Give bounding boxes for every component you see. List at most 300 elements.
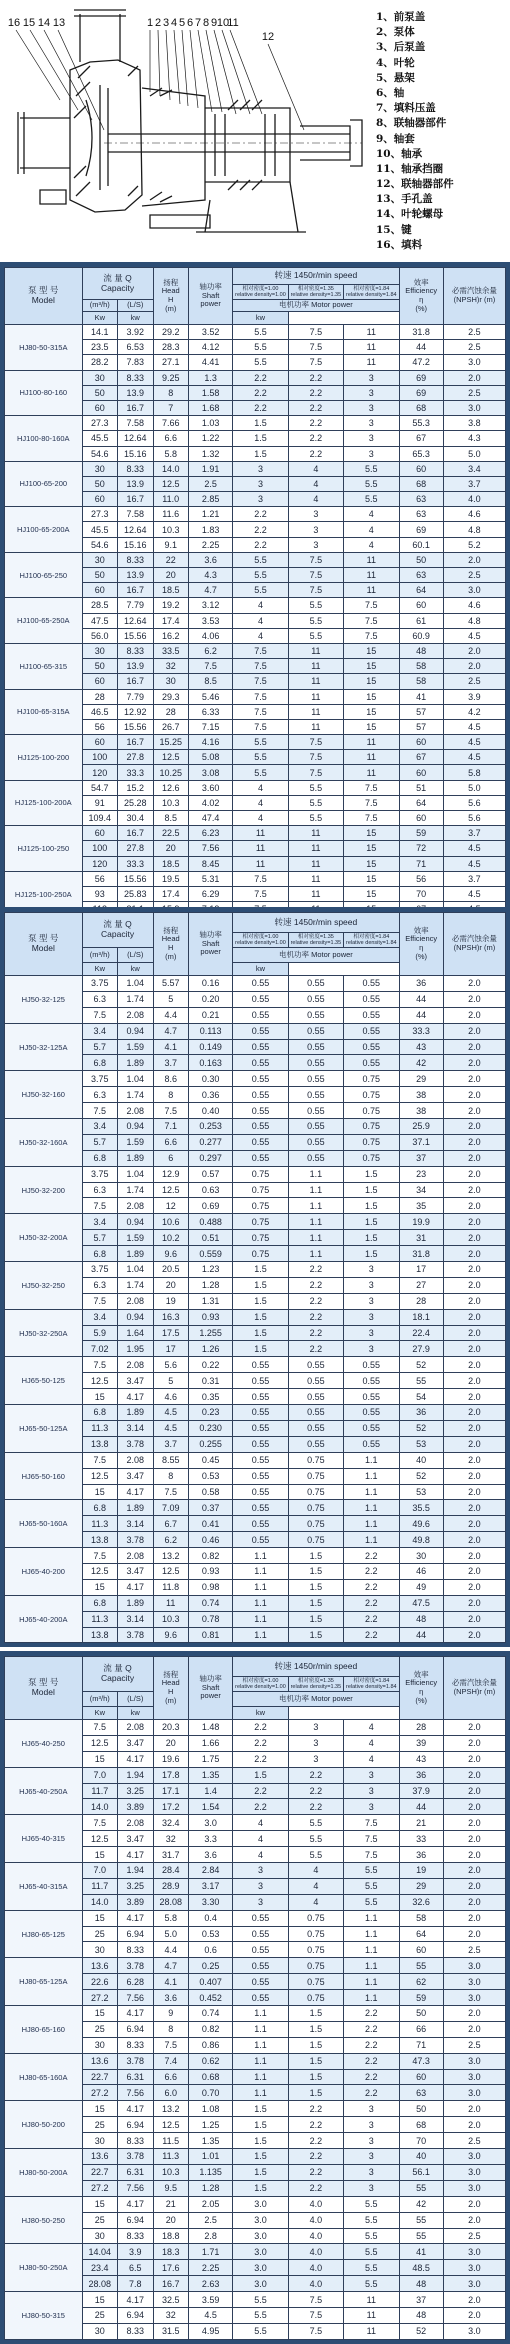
npsh-cell: 3.0 — [443, 2053, 505, 2069]
npsh-cell: 4.5 — [443, 841, 505, 856]
motor-power-184-cell: 0.75 — [344, 1150, 399, 1166]
head-cell: 7 — [153, 400, 188, 415]
npsh-cell: 3.8 — [443, 416, 505, 431]
efficiency-cell: 31.8 — [399, 325, 443, 340]
unit-label: kw — [255, 312, 266, 322]
npsh-cell: 4.8 — [443, 522, 505, 537]
head-cell: 10.3 — [153, 2164, 188, 2180]
motor-power-100-cell: 7.5 — [233, 704, 288, 719]
kw-a-header — [82, 963, 117, 976]
npsh-cell: 2.0 — [443, 991, 505, 1007]
density-c-header — [344, 1677, 399, 1692]
motor-power-184-cell: 2.2 — [344, 1611, 399, 1627]
head-cell: 28 — [153, 704, 188, 719]
motor-power-100-cell: 1.5 — [233, 2149, 288, 2165]
shaft-power-header-label: Shaft — [201, 290, 220, 300]
capacity-ls-cell: 8.33 — [118, 370, 153, 385]
motor-power-100-cell: 11 — [233, 841, 288, 856]
motor-power-100-cell: 5.5 — [233, 340, 288, 355]
head-cell: 28.3 — [153, 340, 188, 355]
efficiency-cell: 64 — [399, 1926, 443, 1942]
motor-power-184-cell: 3 — [344, 2133, 399, 2149]
motor-power-header — [233, 300, 399, 312]
head-cell: 6.6 — [153, 431, 188, 446]
capacity-m3h-cell: 6.8 — [82, 1055, 117, 1071]
npsh-cell: 2.0 — [443, 1198, 505, 1214]
npsh-cell: 2.0 — [443, 1548, 505, 1564]
model-cell: HJ65-40-250 — [5, 1720, 83, 1768]
npsh-header-label: (NPSH)r (m) — [453, 943, 496, 952]
npsh-cell: 2.0 — [443, 1389, 505, 1405]
shaft-power-cell: 0.559 — [188, 1246, 232, 1262]
motor-power-184-cell: 1.1 — [344, 1990, 399, 2006]
motor-power-100-cell: 1.1 — [233, 1579, 288, 1595]
motor-power-184-cell: 3 — [344, 1783, 399, 1799]
npsh-cell: 2.0 — [443, 1166, 505, 1182]
motor-power-100-cell: 1.5 — [233, 431, 288, 446]
motor-power-184-cell: 1.1 — [344, 1452, 399, 1468]
shaft-power-header-label: Shaft — [201, 938, 220, 948]
motor-power-184-cell: 0.55 — [344, 1007, 399, 1023]
speed-header — [233, 268, 399, 285]
head-cell: 3.6 — [153, 1990, 188, 2006]
motor-power-184-cell: 0.55 — [344, 1373, 399, 1389]
capacity-ls-cell: 2.08 — [118, 1815, 153, 1831]
motor-power-100-cell: 0.55 — [233, 1039, 288, 1055]
capacity-m3h-cell: 5.7 — [82, 1134, 117, 1150]
npsh-header-label: (NPSH)r (m) — [453, 295, 496, 304]
motor-power-100-cell: 5.5 — [233, 765, 288, 780]
motor-power-184-cell: 2.2 — [344, 2069, 399, 2085]
motor-power-100-cell: 7.5 — [233, 674, 288, 689]
capacity-ls-cell: 4.17 — [118, 2292, 153, 2308]
model-cell: HJ65-40-315A — [5, 1863, 83, 1911]
head-cell: 14.0 — [153, 461, 188, 476]
efficiency-header-label: Efficiency — [405, 934, 438, 944]
motor-power-135-cell: 1.5 — [288, 1627, 343, 1643]
shaft-power-cell: 0.70 — [188, 2085, 232, 2101]
head-cell: 32 — [153, 2307, 188, 2323]
motor-power-135-cell: 7.5 — [288, 735, 343, 750]
motor-power-135-cell: 0.55 — [288, 1150, 343, 1166]
capacity-m3h-cell: 11.7 — [82, 1783, 117, 1799]
table-row — [5, 780, 506, 795]
callout-left-13: 13 — [52, 17, 66, 29]
efficiency-header-label: η — [419, 295, 424, 304]
npsh-cell: 2.0 — [443, 1055, 505, 1071]
head-header-label: H — [168, 295, 174, 304]
npsh-cell: 2.0 — [443, 1452, 505, 1468]
npsh-cell: 2.0 — [443, 1484, 505, 1500]
npsh-cell: 2.0 — [443, 2196, 505, 2212]
efficiency-cell: 49 — [399, 1579, 443, 1595]
motor-power-100-cell: 0.55 — [233, 1484, 288, 1500]
unit-label: kw — [255, 963, 266, 973]
capacity-ls-cell: 30.4 — [118, 811, 153, 826]
capacity-m3h-cell: 3.75 — [82, 1262, 117, 1278]
motor-power-135-cell: 0.75 — [288, 1516, 343, 1532]
shaft-power-cell: 4.5 — [188, 2307, 232, 2323]
shaft-power-cell: 2.05 — [188, 2196, 232, 2212]
motor-power-184-cell: 4 — [344, 537, 399, 552]
unit-label: (m³/h) — [89, 949, 110, 959]
shaft-power-cell: 0.407 — [188, 1974, 232, 1990]
motor-power-135-cell: 11 — [288, 826, 343, 841]
head-cell: 5.8 — [153, 446, 188, 461]
capacity-ls-cell: 3.89 — [118, 1894, 153, 1910]
npsh-cell: 3.0 — [443, 1958, 505, 1974]
efficiency-cell: 33.3 — [399, 1023, 443, 1039]
kw-a-header — [82, 1707, 117, 1720]
motor-power-100-cell: 0.55 — [233, 1452, 288, 1468]
motor-power-135-cell: 4 — [288, 461, 343, 476]
motor-power-135-cell: 0.55 — [288, 1055, 343, 1071]
npsh-cell: 2.5 — [443, 385, 505, 400]
efficiency-cell: 58 — [399, 659, 443, 674]
capacity-m3h-cell: 7.5 — [82, 1357, 117, 1373]
capacity-m3h-cell: 50 — [82, 568, 117, 583]
capacity-ls-cell: 3.78 — [118, 1436, 153, 1452]
shaft-power-cell: 2.5 — [188, 476, 232, 491]
capacity-m3h-cell: 15 — [82, 2006, 117, 2022]
npsh-cell: 2.5 — [443, 340, 505, 355]
table-row — [5, 1548, 506, 1564]
head-cell: 18.8 — [153, 2228, 188, 2244]
table-row — [5, 1863, 506, 1879]
capacity-ls-cell: 2.08 — [118, 1007, 153, 1023]
npsh-cell: 2.0 — [443, 976, 505, 992]
capacity-ls-cell: 1.04 — [118, 1166, 153, 1182]
callout-top-8: 8 — [202, 17, 210, 29]
shaft-power-cell: 0.30 — [188, 1071, 232, 1087]
motor-power-184-cell: 3 — [344, 1293, 399, 1309]
motor-power-100-cell: 7.5 — [233, 643, 288, 658]
motor-power-135-cell: 3 — [288, 522, 343, 537]
motor-power-184-cell: 0.55 — [344, 1055, 399, 1071]
capacity-m3h-cell: 15 — [82, 1847, 117, 1863]
efficiency-cell: 23 — [399, 1166, 443, 1182]
motor-power-100-cell: 5.5 — [233, 355, 288, 370]
head-cell: 6.6 — [153, 2069, 188, 2085]
unit-label: Kw — [94, 1707, 106, 1717]
capacity-m3h-cell: 30 — [82, 461, 117, 476]
table-row — [5, 1958, 506, 1974]
table-row — [5, 826, 506, 841]
capacity-ls-cell: 1.59 — [118, 1230, 153, 1246]
callout-top-11: 11 — [227, 17, 239, 29]
npsh-cell: 2.5 — [443, 2133, 505, 2149]
shaft-power-cell: 0.21 — [188, 1007, 232, 1023]
npsh-header — [443, 268, 505, 325]
table-row — [5, 643, 506, 658]
motor-power-184-cell: 1.1 — [344, 1484, 399, 1500]
capacity-ls-cell: 1.74 — [118, 1087, 153, 1103]
motor-power-100-cell: 1.1 — [233, 1563, 288, 1579]
motor-power-135-cell: 1.5 — [288, 1563, 343, 1579]
shaft-power-cell: 0.35 — [188, 1389, 232, 1405]
npsh-cell: 2.0 — [443, 1357, 505, 1373]
capacity-ls-cell: 3.78 — [118, 2149, 153, 2165]
motor-power-100-cell: 4 — [233, 1847, 288, 1863]
capacity-ls-cell: 4.17 — [118, 1389, 153, 1405]
shaft-power-cell: 0.78 — [188, 1611, 232, 1627]
shaft-power-cell: 1.71 — [188, 2244, 232, 2260]
head-cell: 10.3 — [153, 795, 188, 810]
shaft-power-cell: 3.12 — [188, 598, 232, 613]
motor-power-135-cell: 11 — [288, 689, 343, 704]
efficiency-cell: 40 — [399, 2149, 443, 2165]
head-cell: 28.08 — [153, 1894, 188, 1910]
efficiency-cell: 27.9 — [399, 1341, 443, 1357]
motor-power-184-cell: 7.5 — [344, 1847, 399, 1863]
motor-power-184-cell: 11 — [344, 750, 399, 765]
shaft-power-cell: 0.4 — [188, 1910, 232, 1926]
model-header — [5, 1657, 83, 1720]
npsh-cell: 2.5 — [443, 2228, 505, 2244]
capacity-m3h-cell: 7.5 — [82, 1548, 117, 1564]
table-row — [5, 1500, 506, 1516]
efficiency-cell: 58 — [399, 674, 443, 689]
capacity-m3h-cell: 5.7 — [82, 1230, 117, 1246]
performance-table — [4, 267, 506, 917]
shaft-power-header — [188, 268, 232, 325]
capacity-ls-cell: 15.56 — [118, 871, 153, 886]
motor-power-135-cell: 3 — [288, 537, 343, 552]
motor-power-184-cell: 3 — [344, 2164, 399, 2180]
parts-legend-item: 2、泵体 — [376, 26, 415, 39]
motor-power-135-cell: 2.2 — [288, 431, 343, 446]
shaft-power-cell: 4.02 — [188, 795, 232, 810]
motor-power-100-cell: 4 — [233, 795, 288, 810]
npsh-cell: 2.0 — [443, 1230, 505, 1246]
capacity-ls-cell: 7.58 — [118, 507, 153, 522]
motor-power-184-cell: 3 — [344, 2117, 399, 2133]
npsh-cell: 2.0 — [443, 1436, 505, 1452]
head-cell: 16.3 — [153, 1309, 188, 1325]
capacity-ls-cell: 8.33 — [118, 2323, 153, 2339]
efficiency-cell: 64 — [399, 583, 443, 598]
motor-power-184-cell: 1.5 — [344, 1166, 399, 1182]
motor-power-135-cell: 11 — [288, 841, 343, 856]
model-header-label: Model — [31, 1687, 55, 1697]
efficiency-header — [399, 1657, 443, 1720]
head-cell: 6.7 — [153, 1516, 188, 1532]
head-cell: 17.2 — [153, 1799, 188, 1815]
npsh-cell: 5.8 — [443, 765, 505, 780]
npsh-cell: 3.0 — [443, 2164, 505, 2180]
capacity-header-label: 流 量 Q — [103, 272, 132, 283]
capacity-ls-cell: 8.33 — [118, 2228, 153, 2244]
npsh-cell: 2.0 — [443, 1783, 505, 1799]
motor-power-100-cell: 0.55 — [233, 1468, 288, 1484]
density-c-header — [344, 933, 399, 948]
head-cell: 17.4 — [153, 886, 188, 901]
efficiency-cell: 70 — [399, 886, 443, 901]
npsh-cell: 2.0 — [443, 2101, 505, 2117]
motor-power-184-cell: 0.75 — [344, 1071, 399, 1087]
capacity-ls-cell: 1.89 — [118, 1246, 153, 1262]
efficiency-cell: 66 — [399, 2021, 443, 2037]
capacity-m3h-cell: 3.4 — [82, 1023, 117, 1039]
shaft-power-cell: 6.23 — [188, 826, 232, 841]
motor-power-100-cell: 2.2 — [233, 1720, 288, 1736]
motor-power-100-cell: 5.5 — [233, 325, 288, 340]
efficiency-header-label: Efficiency — [405, 1678, 438, 1688]
motor-power-100-cell: 4 — [233, 628, 288, 643]
motor-power-184-cell: 5.5 — [344, 2228, 399, 2244]
model-cell: HJ50-32-200A — [5, 1214, 83, 1262]
shaft-power-cell: 6.2 — [188, 643, 232, 658]
capacity-ls-cell: 1.04 — [118, 1262, 153, 1278]
model-cell: HJ65-40-200A — [5, 1595, 83, 1643]
efficiency-cell: 68 — [399, 476, 443, 491]
motor-power-100-cell: 5.5 — [233, 750, 288, 765]
capacity-m3h-cell: 60 — [82, 674, 117, 689]
shaft-power-cell: 0.98 — [188, 1579, 232, 1595]
callout-top-10: 10 — [216, 17, 230, 29]
head-cell: 31.5 — [153, 2323, 188, 2339]
motor-power-184-cell: 7.5 — [344, 795, 399, 810]
motor-power-135-cell: 2.2 — [288, 2133, 343, 2149]
shaft-power-cell: 1.01 — [188, 2149, 232, 2165]
motor-power-184-cell: 2.2 — [344, 1627, 399, 1643]
efficiency-cell: 60.9 — [399, 628, 443, 643]
motor-power-184-cell: 0.55 — [344, 1420, 399, 1436]
shaft-power-cell: 0.23 — [188, 1405, 232, 1421]
motor-power-135-cell: 7.5 — [288, 568, 343, 583]
efficiency-cell: 36 — [399, 1405, 443, 1421]
unit-label: Kw — [94, 963, 106, 973]
motor-power-184-cell: 0.55 — [344, 976, 399, 992]
motor-power-135-cell: 4 — [288, 1863, 343, 1879]
efficiency-cell: 70 — [399, 2133, 443, 2149]
npsh-cell: 2.0 — [443, 552, 505, 567]
efficiency-cell: 53 — [399, 1484, 443, 1500]
shaft-power-cell: 0.255 — [188, 1436, 232, 1452]
motor-power-184-cell: 3 — [344, 1767, 399, 1783]
motor-power-184-cell: 1.1 — [344, 1532, 399, 1548]
motor-power-184-cell: 2.2 — [344, 2053, 399, 2069]
shaft-power-cell: 7.56 — [188, 841, 232, 856]
efficiency-cell: 31 — [399, 1230, 443, 1246]
motor-power-135-cell: 0.55 — [288, 1039, 343, 1055]
shaft-power-header-label: 轴功率 — [199, 1674, 222, 1684]
capacity-header-label: Capacity — [101, 1673, 135, 1683]
head-cell: 6 — [153, 1150, 188, 1166]
capacity-ls-cell: 15.56 — [118, 628, 153, 643]
motor-power-100-cell: 1.1 — [233, 2021, 288, 2037]
shaft-power-cell: 8.45 — [188, 856, 232, 871]
motor-power-100-cell: 5.5 — [233, 583, 288, 598]
efficiency-cell: 48.5 — [399, 2260, 443, 2276]
head-cell: 10.3 — [153, 1611, 188, 1627]
efficiency-cell: 63 — [399, 2085, 443, 2101]
capacity-m3h-cell: 15 — [82, 2292, 117, 2308]
motor-power-135-cell: 0.55 — [288, 1405, 343, 1421]
motor-power-135-cell: 0.75 — [288, 1500, 343, 1516]
capacity-m3h-cell: 11.3 — [82, 1420, 117, 1436]
motor-power-100-cell: 7.5 — [233, 886, 288, 901]
motor-power-135-cell: 0.55 — [288, 991, 343, 1007]
npsh-cell: 2.0 — [443, 1847, 505, 1863]
motor-power-135-cell: 7.5 — [288, 765, 343, 780]
head-cell: 12.5 — [153, 1182, 188, 1198]
head-header-label: (m) — [165, 1695, 177, 1705]
shaft-power-cell: 0.53 — [188, 1468, 232, 1484]
capacity-m3h-cell: 15 — [82, 2101, 117, 2117]
model-cell: HJ80-65-125 — [5, 1910, 83, 1958]
head-cell: 10.3 — [153, 522, 188, 537]
npsh-cell: 2.5 — [443, 2037, 505, 2053]
npsh-cell: 2.5 — [443, 568, 505, 583]
shaft-power-cell: 1.21 — [188, 507, 232, 522]
npsh-cell: 2.0 — [443, 1134, 505, 1150]
capacity-m3h-cell: 22.7 — [82, 2164, 117, 2180]
motor-power-184-cell: 1.1 — [344, 1516, 399, 1532]
motor-power-100-cell: 1.5 — [233, 2133, 288, 2149]
capacity-m3h-cell: 25 — [82, 2307, 117, 2323]
motor-power-135-cell: 2.2 — [288, 400, 343, 415]
motor-power-184-cell: 3 — [344, 1341, 399, 1357]
model-cell: HJ65-40-200 — [5, 1548, 83, 1596]
head-cell: 5 — [153, 991, 188, 1007]
capacity-ls-cell: 1.89 — [118, 1150, 153, 1166]
head-cell: 7.4 — [153, 2053, 188, 2069]
efficiency-cell: 44 — [399, 1627, 443, 1643]
shaft-power-cell: 0.57 — [188, 1166, 232, 1182]
kw-c-header — [233, 963, 288, 976]
motor-power-184-cell: 7.5 — [344, 598, 399, 613]
efficiency-cell: 67 — [399, 750, 443, 765]
efficiency-cell: 58 — [399, 1910, 443, 1926]
npsh-cell: 2.0 — [443, 1119, 505, 1135]
head-cell: 20 — [153, 1277, 188, 1293]
capacity-ls-cell: 1.04 — [118, 1071, 153, 1087]
motor-power-135-cell: 7.5 — [288, 325, 343, 340]
shaft-power-cell: 0.53 — [188, 1926, 232, 1942]
motor-power-100-cell: 2.2 — [233, 537, 288, 552]
shaft-power-cell: 2.84 — [188, 1863, 232, 1879]
head-header — [153, 268, 188, 325]
motor-power-100-cell: 0.55 — [233, 1405, 288, 1421]
capacity-m3h-cell: 6.3 — [82, 1182, 117, 1198]
motor-power-100-cell: 1.5 — [233, 1767, 288, 1783]
capacity-ls-cell: 4.17 — [118, 1847, 153, 1863]
head-cell: 5.8 — [153, 1910, 188, 1926]
table-row — [5, 689, 506, 704]
efficiency-cell: 19 — [399, 1863, 443, 1879]
head-cell: 4.1 — [153, 1974, 188, 1990]
capacity-ls-cell: 2.08 — [118, 1103, 153, 1119]
capacity-ls-cell: 3.47 — [118, 1735, 153, 1751]
model-cell: HJ65-50-125A — [5, 1405, 83, 1453]
motor-power-135-cell: 2.2 — [288, 2180, 343, 2196]
capacity-ls-cell: 7.56 — [118, 2085, 153, 2101]
efficiency-cell: 43 — [399, 1751, 443, 1767]
capacity-m3h-cell: 13.6 — [82, 2149, 117, 2165]
head-cell: 12.9 — [153, 1166, 188, 1182]
motor-power-184-cell: 7.5 — [344, 1831, 399, 1847]
shaft-power-cell: 1.58 — [188, 385, 232, 400]
head-cell: 4.5 — [153, 1405, 188, 1421]
model-cell: HJ100-65-200 — [5, 461, 83, 507]
efficiency-cell: 55 — [399, 2212, 443, 2228]
head-cell: 29.2 — [153, 325, 188, 340]
unit-label: (L/S) — [127, 1693, 144, 1703]
head-cell: 13.2 — [153, 2101, 188, 2117]
density-header-label: relative density=1.00 — [235, 1684, 286, 1690]
capacity-ls-cell: 0.94 — [118, 1309, 153, 1325]
